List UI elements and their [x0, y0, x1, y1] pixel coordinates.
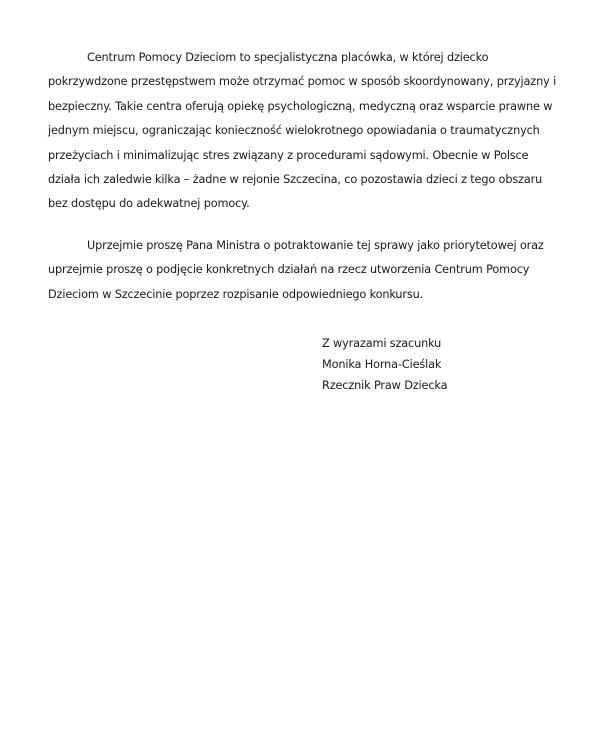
signature-block	[322, 333, 522, 396]
signatory-name: Monika Horna-Cieślak	[322, 358, 442, 371]
paragraph-request: Uprzejmie proszę Pana Ministra o potraktowanie tej sprawy jako priorytetowej oraz uprzejmie proszę o podjęcie konkretnych działań na rzecz utworzenia Centrum Pomocy Dzieciom w Szczecinie poprzez rozpisanie odpowiedniego konkursu.	[48, 238, 544, 301]
paragraph-centrum-pomocy: Centrum Pomocy Dzieciom to specjalistyczna placówka, w której dziecko pokrzywdzone przestępstwem może otrzymać pomoc w sposób skoordynowany, przyjazny i bezpieczny. Takie centra oferują opiekę psychologiczną, medyczną oraz wsparcie prawne w jednym miejscu, ograniczając konieczność wielokrotnego opowiadania o traumatycznych przeżyciach i minimalizując stres związany z procedurami sądowymi. Obecnie w Polsce działa ich zaledwie kilka – żadne w rejonie Szczecina, co pozostawia dzieci z tego obszaru bez dostępu do adekwatnej pomocy.	[48, 51, 557, 211]
closing-text: Z wyrazami szacunku	[322, 337, 442, 350]
letter-body	[48, 46, 560, 324]
signatory-title: Rzecznik Praw Dziecka	[322, 379, 448, 392]
